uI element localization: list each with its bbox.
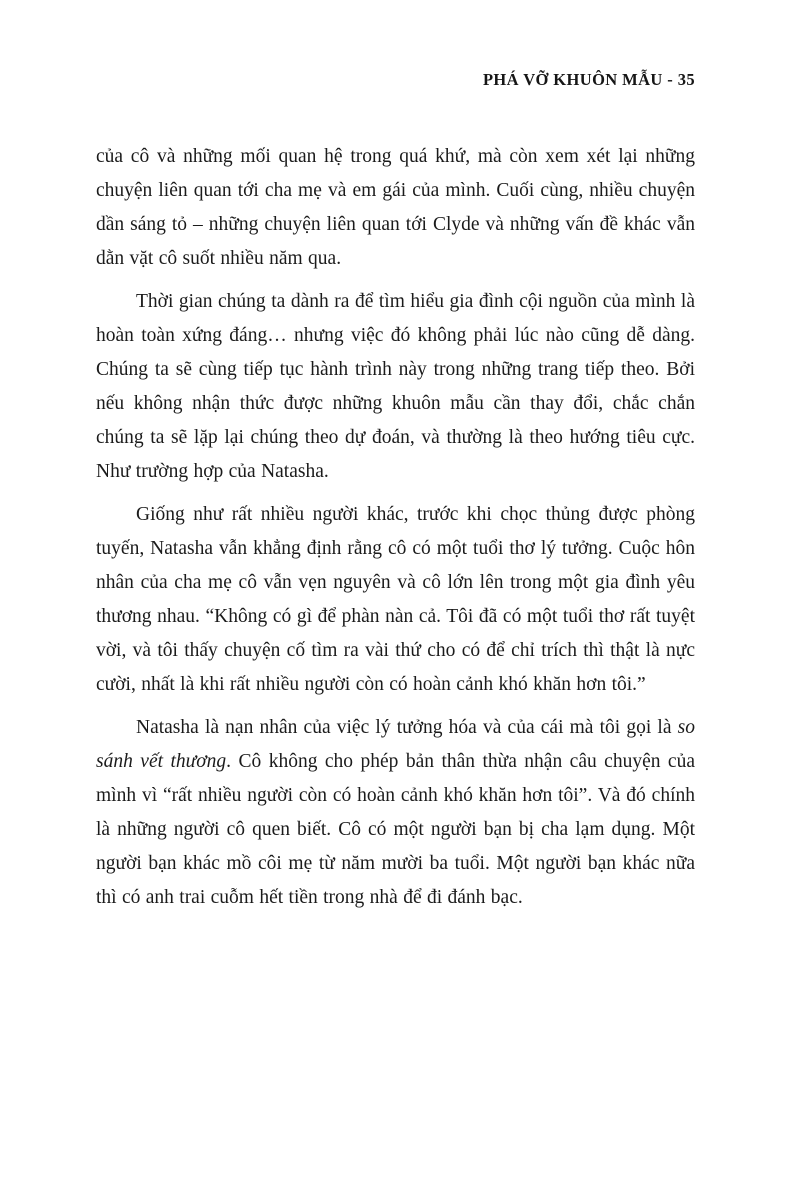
paragraph-1: của cô và những mối quan hệ trong quá khứ, mà còn xem xét lại những chuyện liên quan tới cha mẹ và em gái của mình. Cuối cùng, nhiều chuyện dần sáng tỏ – những chuyện liên quan tới Clyde và những vấn đề khác vẫn dằn vặt cô suốt nhiều năm qua.: [96, 146, 695, 269]
page-body: [96, 140, 695, 915]
running-header-text: PHÁ VỠ KHUÔN MẪU - 35: [482, 70, 695, 89]
paragraph-4-italic-term: so sánh vết thương: [96, 717, 695, 772]
paragraph-3: Giống như rất nhiều người khác, trước khi chọc thủng được phòng tuyến, Natasha vẫn khẳng định rằng cô có một tuổi thơ lý tưởng. Cuộc hôn nhân của cha mẹ cô vẫn vẹn nguyên và cô lớn lên trong một gia đình yêu thương nhau. “Không có gì để phàn nàn cả. Tôi đã có một tuổi thơ rất tuyệt vời, và tôi thấy chuyện cố tìm ra vài thứ cho có để chỉ trích thì thật là nực cười, nhất là khi rất nhiều người còn có hoàn cảnh khó khăn hơn tôi.”: [96, 504, 695, 695]
paragraph-4-text: Natasha là nạn nhân của việc lý tưởng hóa và của cái mà tôi gọi là: [136, 717, 678, 738]
paragraph-4: [96, 711, 695, 915]
paragraph-4-text-cont: . Cô không cho phép bản thân thừa nhận câu chuyện của mình vì “rất nhiều người còn có hoàn cảnh khó khăn hơn tôi”. Và đó chính là những người cô quen biết. Cô có một người bạn bị cha lạm dụng. Một người bạn khác mồ côi mẹ từ năm mười ba tuổi. Một người bạn khác nữa thì có anh trai cuỗm hết tiền trong nhà để đi đánh bạc.: [96, 751, 695, 908]
running-header: [96, 70, 695, 90]
paragraph-2: Thời gian chúng ta dành ra để tìm hiểu gia đình cội nguồn của mình là hoàn toàn xứng đáng… nhưng việc đó không phải lúc nào cũng dễ dàng. Chúng ta sẽ cùng tiếp tục hành trình này trong những trang tiếp theo. Bởi nếu không nhận thức được những khuôn mẫu cần thay đổi, chắc chắn chúng ta sẽ lặp lại chúng theo dự đoán, và thường là theo hướng tiêu cực. Như trường hợp của Natasha.: [96, 291, 695, 482]
